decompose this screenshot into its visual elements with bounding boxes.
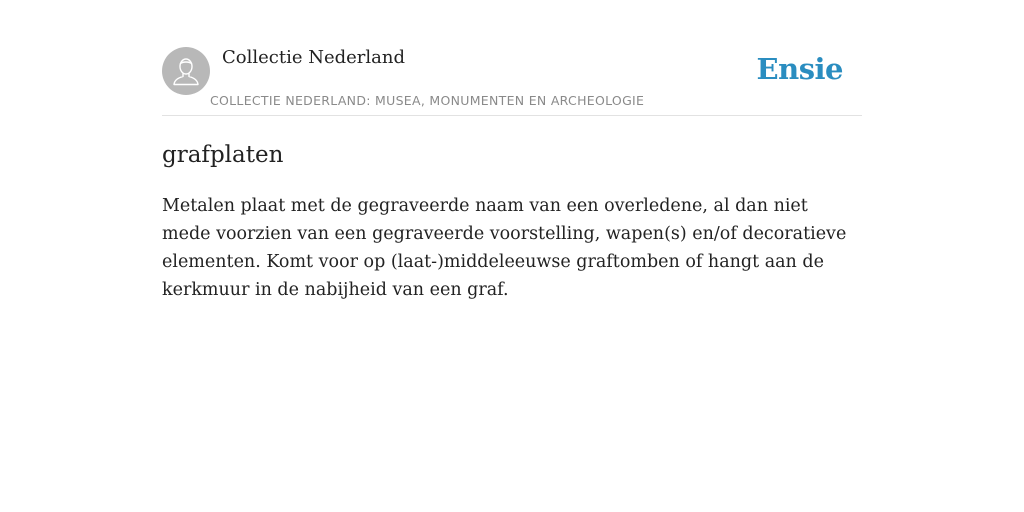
user-silhouette-icon xyxy=(162,47,210,95)
definition-card xyxy=(162,44,862,304)
author-subtitle: COLLECTIE NEDERLAND: MUSEA, MONUMENTEN EN ARCHEOLOGIE xyxy=(210,93,645,108)
entry-definition: Metalen plaat met de gegraveerde naam van een overledene, al dan niet mede voorzien van een gegraveerde voorstelling, wapen(s) en/of decoratieve elementen. Komt voor op (laat-)middeleeuwse graftomben of hangt aan de kerkmuur in de nabijheid van een graf. xyxy=(162,196,847,300)
author-avatar[interactable] xyxy=(162,47,210,95)
entry-term: grafplaten xyxy=(162,142,284,168)
card-header xyxy=(162,44,862,116)
ensie-logo-link[interactable]: Ensie xyxy=(756,52,843,86)
author-name[interactable]: Collectie Nederland xyxy=(222,47,406,68)
